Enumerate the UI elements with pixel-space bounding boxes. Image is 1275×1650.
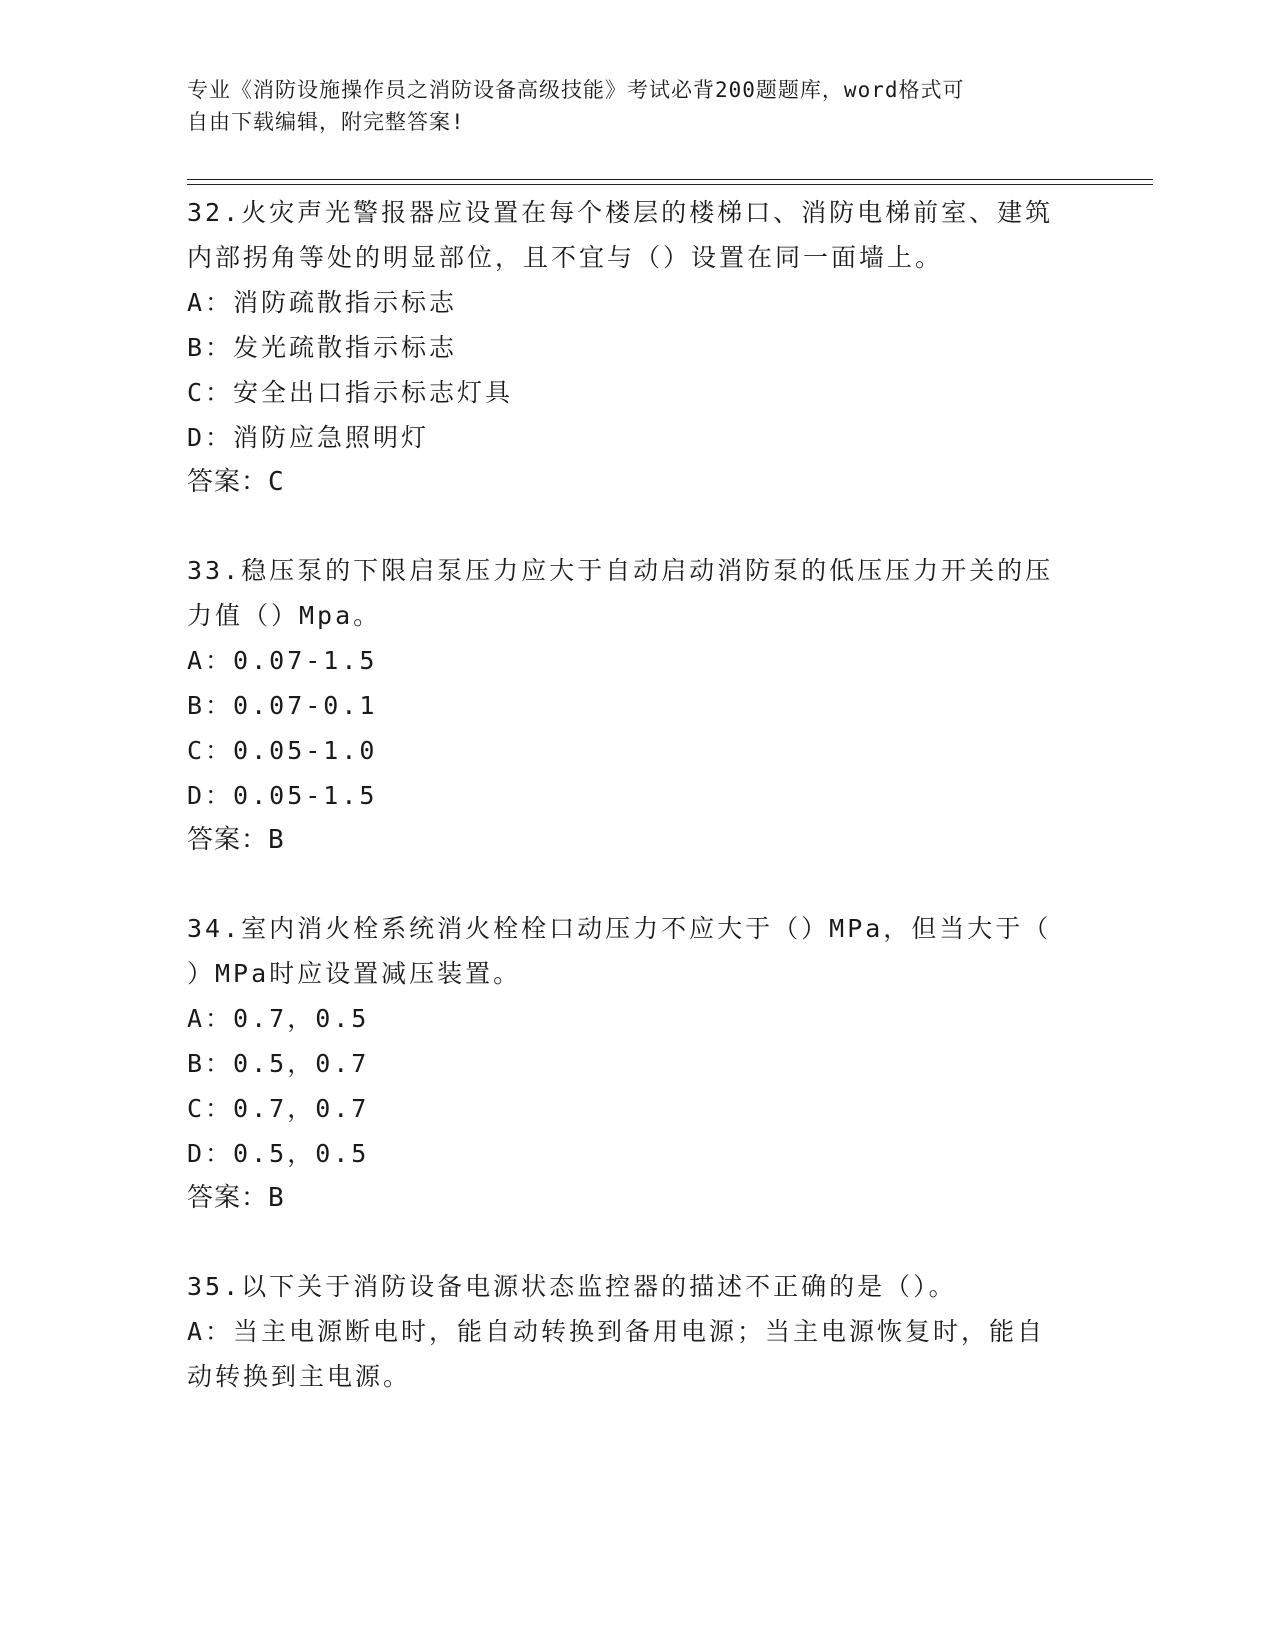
option-c: C：安全出口指示标志灯具 [187, 378, 514, 407]
header-line-2: 自由下载编辑，附完整答案! [187, 110, 465, 134]
question-text-line: 35.以下关于消防设备电源状态监控器的描述不正确的是（）。 [187, 1272, 957, 1301]
option-c: C：0.7，0.7 [187, 1094, 370, 1123]
header-divider-top [187, 179, 1153, 180]
question-33 [187, 548, 1067, 863]
option-a-continued: 动转换到主电源。 [187, 1362, 412, 1391]
header-line-1: 专业《消防设施操作员之消防设备高级技能》考试必背200题题库，word格式可 [187, 78, 965, 102]
question-spacer [187, 863, 1067, 906]
option-a: A：0.07-1.5 [187, 646, 378, 675]
document-header [187, 74, 1067, 138]
answer: 答案：B [187, 825, 285, 855]
question-text-line: 34.室内消火栓系统消火栓栓口动压力不应大于（）MPa，但当大于（ [187, 914, 1052, 943]
option-b: B：0.5，0.7 [187, 1049, 370, 1078]
option-a: A：当主电源断电时，能自动转换到备用电源；当主电源恢复时，能自 [187, 1317, 1046, 1346]
question-32 [187, 190, 1067, 505]
question-text-line: ）MPa时应设置减压装置。 [187, 959, 522, 988]
option-b: B：0.07-0.1 [187, 691, 378, 720]
option-d: D：0.05-1.5 [187, 781, 378, 810]
answer: 答案：C [187, 467, 285, 497]
question-text-line: 33.稳压泵的下限启泵压力应大于自动启动消防泵的低压压力开关的压 [187, 556, 1054, 585]
question-34 [187, 906, 1067, 1221]
question-spacer [187, 505, 1067, 548]
question-35 [187, 1264, 1067, 1399]
header-divider-bottom [187, 184, 1153, 185]
option-a: A：消防疏散指示标志 [187, 288, 458, 317]
option-c: C：0.05-1.0 [187, 736, 378, 765]
question-text-line: 内部拐角等处的明显部位，且不宜与（）设置在同一面墙上。 [187, 243, 944, 272]
question-spacer [187, 1221, 1067, 1264]
option-d: D：0.5，0.5 [187, 1139, 370, 1168]
option-b: B：发光疏散指示标志 [187, 333, 458, 362]
option-a: A：0.7，0.5 [187, 1004, 370, 1033]
option-d: D：消防应急照明灯 [187, 423, 430, 452]
answer: 答案：B [187, 1183, 285, 1213]
question-list [187, 190, 1067, 1399]
question-text-line: 力值（）Mpa。 [187, 601, 382, 630]
question-text-line: 32.火灾声光警报器应设置在每个楼层的楼梯口、消防电梯前室、建筑 [187, 198, 1054, 227]
